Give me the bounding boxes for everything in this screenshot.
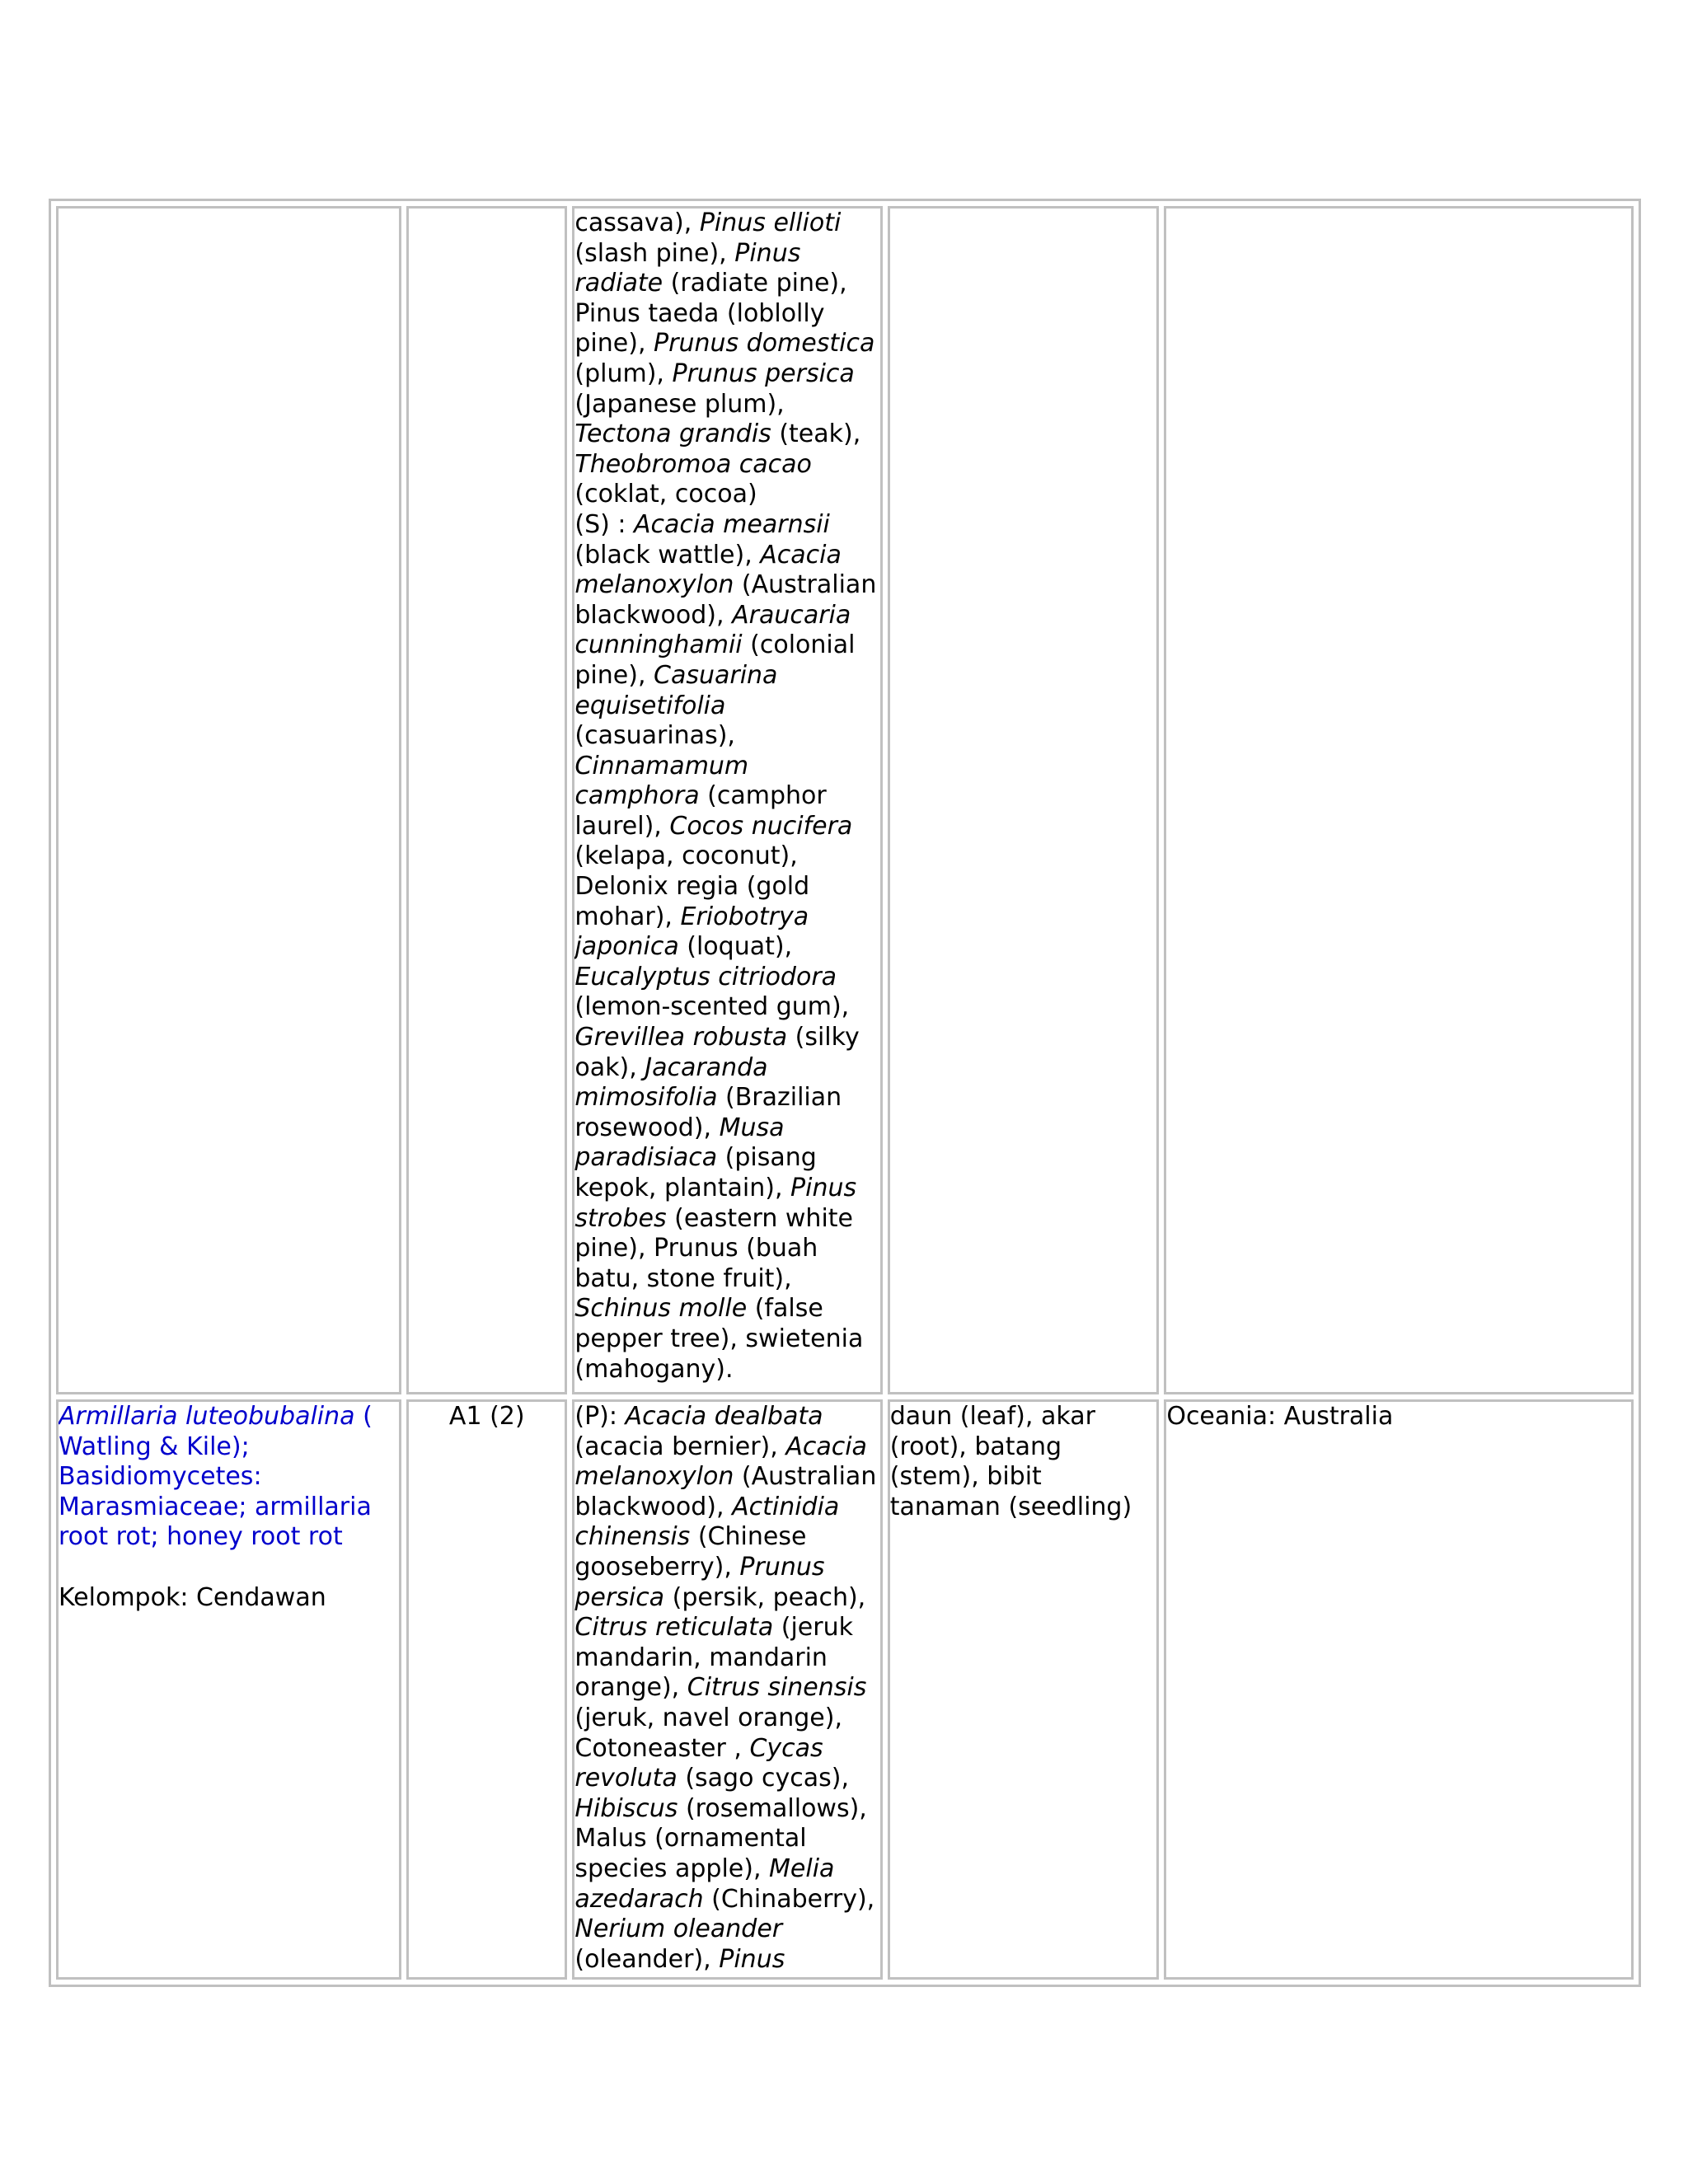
- host-text: (P):: [574, 1402, 626, 1431]
- group-label: Kelompok: Cendawan: [59, 1582, 326, 1612]
- species-name: Pinus ellioti: [699, 209, 842, 237]
- host-text: (false pepper tree), swietenia (mahogany).: [574, 1294, 864, 1384]
- host-text: (Chinaberry),: [703, 1884, 875, 1914]
- host-text: (teak),: [771, 419, 861, 449]
- host-text: (coklat, cocoa): [574, 480, 757, 509]
- host-text: (Brazilian rosewood),: [574, 1083, 842, 1142]
- species-name: Prunus persica: [574, 1552, 825, 1612]
- species-name: Acacia melanoxylon: [574, 1432, 867, 1492]
- host-text: (plum),: [574, 359, 673, 388]
- species-name: Acacia dealbata: [625, 1402, 823, 1431]
- host-text: (pisang kepok, plantain),: [574, 1143, 817, 1202]
- species-name: Theobromoa cacao: [574, 449, 812, 479]
- hosts-cell: [572, 1399, 882, 1980]
- species-name: Acacia melanoxylon: [574, 540, 842, 600]
- species-name: Prunus persica: [672, 359, 855, 388]
- species-name: Grevillea robusta: [574, 1023, 788, 1052]
- host-text: (radiate pine), Pinus taeda (loblolly pine),: [574, 269, 847, 359]
- table-row: [56, 206, 1634, 1394]
- organism-details: ( Watling & Kile); Basidiomycetes: Marasmiaceae; armillaria root rot; honey root rot: [59, 1402, 373, 1552]
- species-name: Pinus: [719, 1944, 785, 1974]
- organism-cell: [56, 1399, 401, 1980]
- host-text: (jeruk mandarin, mandarin orange),: [574, 1613, 853, 1703]
- category-label: A1 (2): [448, 1402, 525, 1431]
- species-name: Hibiscus: [574, 1793, 678, 1823]
- species-name: Eriobotrya japonica: [574, 902, 809, 962]
- species-name: Cycas revoluta: [574, 1733, 823, 1793]
- organism-cell: [56, 206, 401, 1394]
- plant-parts-cell: [888, 206, 1160, 1394]
- species-name: Nerium oleander: [574, 1915, 783, 1944]
- species-name: Prunus domestica: [654, 329, 875, 359]
- host-text: (sago cycas),: [677, 1764, 849, 1793]
- table-row: [56, 1399, 1634, 1980]
- species-name: Schinus molle: [574, 1294, 748, 1324]
- host-text: (colonial pine),: [574, 630, 856, 690]
- distribution-text: Oceania: Australia: [1166, 1402, 1394, 1431]
- species-name: Melia azedarach: [574, 1854, 835, 1914]
- host-text: (casuarinas),: [574, 721, 735, 751]
- host-text: (Australian blackwood),: [574, 1462, 877, 1521]
- species-name: Pinus radiate: [574, 238, 801, 298]
- host-text: (silky oak),: [574, 1023, 860, 1082]
- species-name: Cinnamamum camphora: [574, 751, 749, 811]
- species-name: Eucalyptus citriodora: [574, 962, 837, 991]
- category-cell: [406, 1399, 567, 1980]
- host-text: (lemon-scented gum),: [574, 992, 850, 1022]
- host-text: (rosemallows), Malus (ornamental species apple),: [574, 1793, 867, 1883]
- species-name: Acacia mearnsii: [634, 509, 830, 539]
- hosts-text: [574, 1402, 879, 1975]
- species-name: Casuarina equisetifolia: [574, 660, 778, 720]
- host-text: (S) :: [574, 509, 635, 539]
- species-name: Tectona grandis: [574, 419, 771, 449]
- host-text: (Japanese plum),: [574, 389, 785, 419]
- organism-link[interactable]: [59, 1402, 399, 1553]
- species-name: Cocos nucifera: [669, 811, 853, 841]
- species-name: Citrus sinensis: [687, 1673, 867, 1703]
- species-name: Jacaranda mimosifolia: [574, 1052, 768, 1113]
- host-text: (kelapa, coconut), Delonix regia (gold mohar),: [574, 841, 810, 931]
- host-text: (loquat),: [678, 932, 793, 962]
- hosts-cell: [572, 206, 882, 1394]
- plant-parts-text: daun (leaf), akar (root), batang (stem), bibit tanaman (seedling): [889, 1402, 1132, 1521]
- category-cell: [406, 206, 567, 1394]
- host-text: (black wattle),: [574, 540, 761, 569]
- species-name: Musa paradisiaca: [574, 1113, 785, 1173]
- host-text: cassava),: [574, 209, 700, 237]
- organism-name: Armillaria luteobubalina: [59, 1402, 355, 1431]
- plant-parts-cell: [888, 1399, 1160, 1980]
- host-text: (camphor laurel),: [574, 781, 827, 841]
- host-text: (Chinese gooseberry),: [574, 1522, 807, 1582]
- host-text: (persik, peach),: [664, 1582, 866, 1612]
- hosts-text: [574, 209, 879, 1385]
- species-name: Actinidia chinensis: [574, 1492, 840, 1552]
- host-text: (jeruk, navel orange), Cotoneaster ,: [574, 1703, 842, 1763]
- host-text: (eastern white pine), Prunus (buah batu, stone fruit),: [574, 1203, 854, 1293]
- species-name: Pinus strobes: [574, 1174, 857, 1233]
- species-name: Citrus reticulata: [574, 1613, 774, 1643]
- species-name: Araucaria cunninghamii: [574, 600, 851, 660]
- distribution-cell: [1164, 206, 1634, 1394]
- pest-host-table: [49, 199, 1641, 1987]
- host-text: (Australian blackwood),: [574, 570, 877, 630]
- host-text: (slash pine),: [574, 238, 735, 268]
- host-text: (acacia bernier),: [574, 1432, 786, 1461]
- host-text: (oleander),: [574, 1944, 720, 1974]
- distribution-cell: [1164, 1399, 1634, 1980]
